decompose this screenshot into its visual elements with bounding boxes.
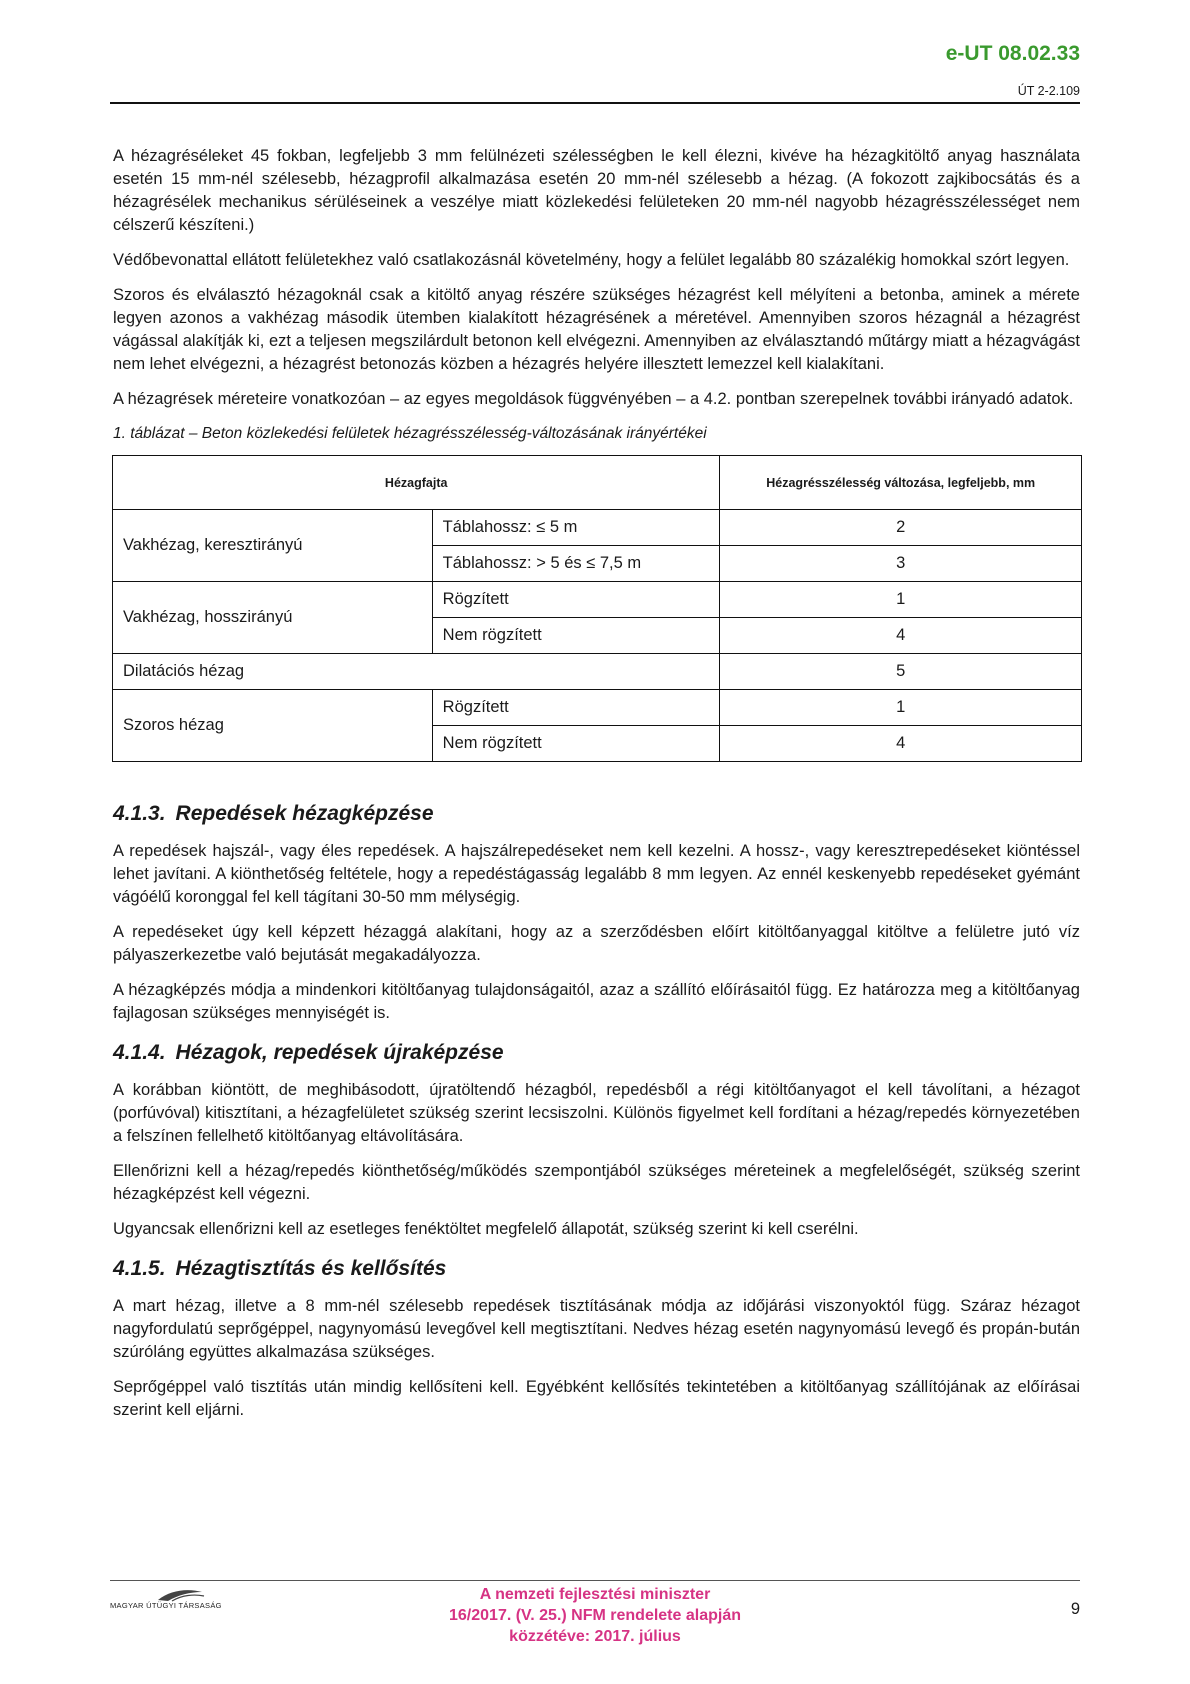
footer-line-3: közzétéve: 2017. július bbox=[509, 1628, 681, 1645]
joint-type-cell: Dilatációs hézag bbox=[113, 654, 720, 690]
logo-text: MAGYAR ÚTÜGYI TÁRSASÁG bbox=[110, 1601, 222, 1610]
paragraph: A korábban kiöntött, de meghibásodott, újratöltendő hézagból, repedésből a régi kitöltőanyagot el kell távolítani, a hézagot (porfúvóval) kitisztítani, a hézagfelületet szükség szerint lecsiszolni. Különös figyelmet kell fordítani a hézag/repedés környezetében a felszínen fellelhető kitöltőanyag eltávolítására. bbox=[113, 1081, 1080, 1145]
joint-value-cell: 5 bbox=[720, 654, 1082, 690]
document-code: e-UT 08.02.33 bbox=[945, 42, 1080, 65]
section-number: 4.1.4. bbox=[113, 1041, 166, 1064]
section-heading bbox=[113, 1257, 1080, 1281]
paragraph: Védőbevonattal ellátott felületekhez való csatlakozásnál követelmény, hogy a felület legalább 80 százalékig homokkal szórt legyen. bbox=[113, 251, 1070, 269]
paragraph: A repedések hajszál-, vagy éles repedések. A hajszálrepedéseket nem kell kezelni. A hossz-, vagy keresztrepedéseket kiöntéssel lehet javítani. A kiönthetőség feltétele, hogy a repedéstágasság legalább 8 mm legyen. Az ennél keskenyebb repedéseket gyémánt vágóélű koronggal fel kell tágítani 30-50 mm mélységig. bbox=[113, 842, 1080, 906]
table-row bbox=[113, 582, 1082, 618]
table-caption: 1. táblázat – Beton közlekedési felületek hézagrésszélesség-változásának irányértékei bbox=[113, 425, 707, 442]
table-row bbox=[113, 510, 1082, 546]
joint-subtype-cell: Táblahossz: > 5 és ≤ 7,5 m bbox=[432, 546, 720, 582]
joint-subtype-cell: Rögzített bbox=[432, 690, 720, 726]
joint-type-cell: Vakhézag, hosszirányú bbox=[113, 582, 433, 654]
paragraph: A repedéseket úgy kell képzett hézaggá alakítani, hogy az a szerződésben előírt kitöltőanyaggal kitöltve a felületre jutó víz pályaszerkezetbe való bejutását megakadályozza. bbox=[113, 923, 1080, 964]
joint-type-cell: Vakhézag, keresztirányú bbox=[113, 510, 433, 582]
section-number: 4.1.5. bbox=[113, 1257, 166, 1280]
table-row bbox=[113, 654, 1082, 690]
paragraph: A hézagképzés módja a mindenkori kitöltőanyag tulajdonságaitól, azaz a szállító előírásaitól függ. Ez határozza meg a kitöltőanyag fajlagosan szükséges mennyiségét is. bbox=[113, 981, 1080, 1022]
joint-width-table bbox=[112, 455, 1082, 762]
joint-value-cell: 3 bbox=[720, 546, 1082, 582]
document-subcode: ÚT 2-2.109 bbox=[1017, 84, 1080, 98]
section-number: 4.1.3. bbox=[113, 802, 166, 825]
joint-value-cell: 2 bbox=[720, 510, 1082, 546]
section-title: Hézagok, repedések újraképzése bbox=[175, 1041, 504, 1064]
paragraph: A hézagrések méreteire vonatkozóan – az egyes megoldások függvényében – a 4.2. pontban szerepelnek további irányadó adatok. bbox=[113, 390, 1074, 408]
paragraph: A hézagréséleket 45 fokban, legfeljebb 3 mm felülnézeti szélességben le kell élezni, kivéve ha hézagkitöltő anyag használata esetén 15 mm-nél szélesebb, hézagprofil alkalmazása esetén 20 mm-nél szélesebb a hézag. (A fokozott zajkibocsátás és a hézagrésélek mechanikus sérüléseinek a veszélye miatt közlekedési felületeken 20 mm-nél nagyobb hézagrésszélességet nem célszerű készíteni.) bbox=[113, 147, 1080, 234]
joint-subtype-cell: Nem rögzített bbox=[432, 726, 720, 762]
page-number: 9 bbox=[1070, 1600, 1080, 1618]
paragraph: Seprőgéppel való tisztítás után mindig kellősíteni kell. Egyébként kellősítés tekintetében a kitöltőanyag szállítójának az előírásai szerint kell eljárni. bbox=[113, 1378, 1080, 1419]
table-header-row bbox=[113, 456, 1082, 510]
joint-value-cell: 4 bbox=[720, 726, 1082, 762]
paragraph: Szoros és elválasztó hézagoknál csak a kitöltő anyag részére szükséges hézagrést kell mélyíteni a betonba, aminek a mérete legyen azonos a vakhézag második ütemben kialakított hézagrésének a méretével. Amennyiben szoros hézagnál a hézagrést vágással alakítják ki, ezt a teljesen megszilárdult betonon kell elvégezni. Amennyiben az elválasztandó műtárgy miatt a hézagvágást nem lehet elvégezni, a hézagrést betonozás közben a hézagrés helyére illesztett lemezzel kell kialakítani. bbox=[113, 286, 1080, 373]
header-divider bbox=[110, 102, 1080, 104]
footer-divider bbox=[110, 1580, 1080, 1581]
paragraph: Ugyancsak ellenőrizni kell az esetleges fenéktöltet megfelelő állapotát, szükség szerint ki kell cserélni. bbox=[113, 1220, 859, 1238]
joint-value-cell: 4 bbox=[720, 618, 1082, 654]
section-heading bbox=[113, 802, 1080, 826]
footer-line-2: 16/2017. (V. 25.) NFM rendelete alapján bbox=[449, 1607, 741, 1624]
page-content bbox=[113, 145, 1080, 1434]
joint-subtype-cell: Rögzített bbox=[432, 582, 720, 618]
paragraph: Ellenőrizni kell a hézag/repedés kiönthetőség/működés szempontjából szükséges méreteinek a megfelelőségét, szükség szerint hézagképzést kell végezni. bbox=[113, 1162, 1080, 1203]
table-row bbox=[113, 690, 1082, 726]
joint-type-cell: Szoros hézag bbox=[113, 690, 433, 762]
footer-line-1: A nemzeti fejlesztési miniszter bbox=[479, 1586, 711, 1603]
joint-value-cell: 1 bbox=[720, 582, 1082, 618]
paragraph: A mart hézag, illetve a 8 mm-nél szélesebb repedések tisztításának módja az időjárási viszonyoktól függ. Száraz hézagot nagyfordulatú seprőgéppel, nagynyomású levegővel kell megtisztítani. Nedves hézag esetén nagynyomású levegő és propán-bután szúróláng együttes alkalmazása szükséges. bbox=[113, 1297, 1080, 1361]
joint-subtype-cell: Táblahossz: ≤ 5 m bbox=[432, 510, 720, 546]
section-title: Repedések hézagképzése bbox=[175, 802, 434, 825]
joint-value-cell: 1 bbox=[720, 690, 1082, 726]
joint-subtype-cell: Nem rögzített bbox=[432, 618, 720, 654]
table-header-type: Hézagfajta bbox=[113, 456, 720, 510]
table-header-value: Hézagrésszélesség változása, legfeljebb, mm bbox=[720, 456, 1082, 510]
section-heading bbox=[113, 1041, 1080, 1065]
section-title: Hézagtisztítás és kellősítés bbox=[175, 1257, 447, 1280]
